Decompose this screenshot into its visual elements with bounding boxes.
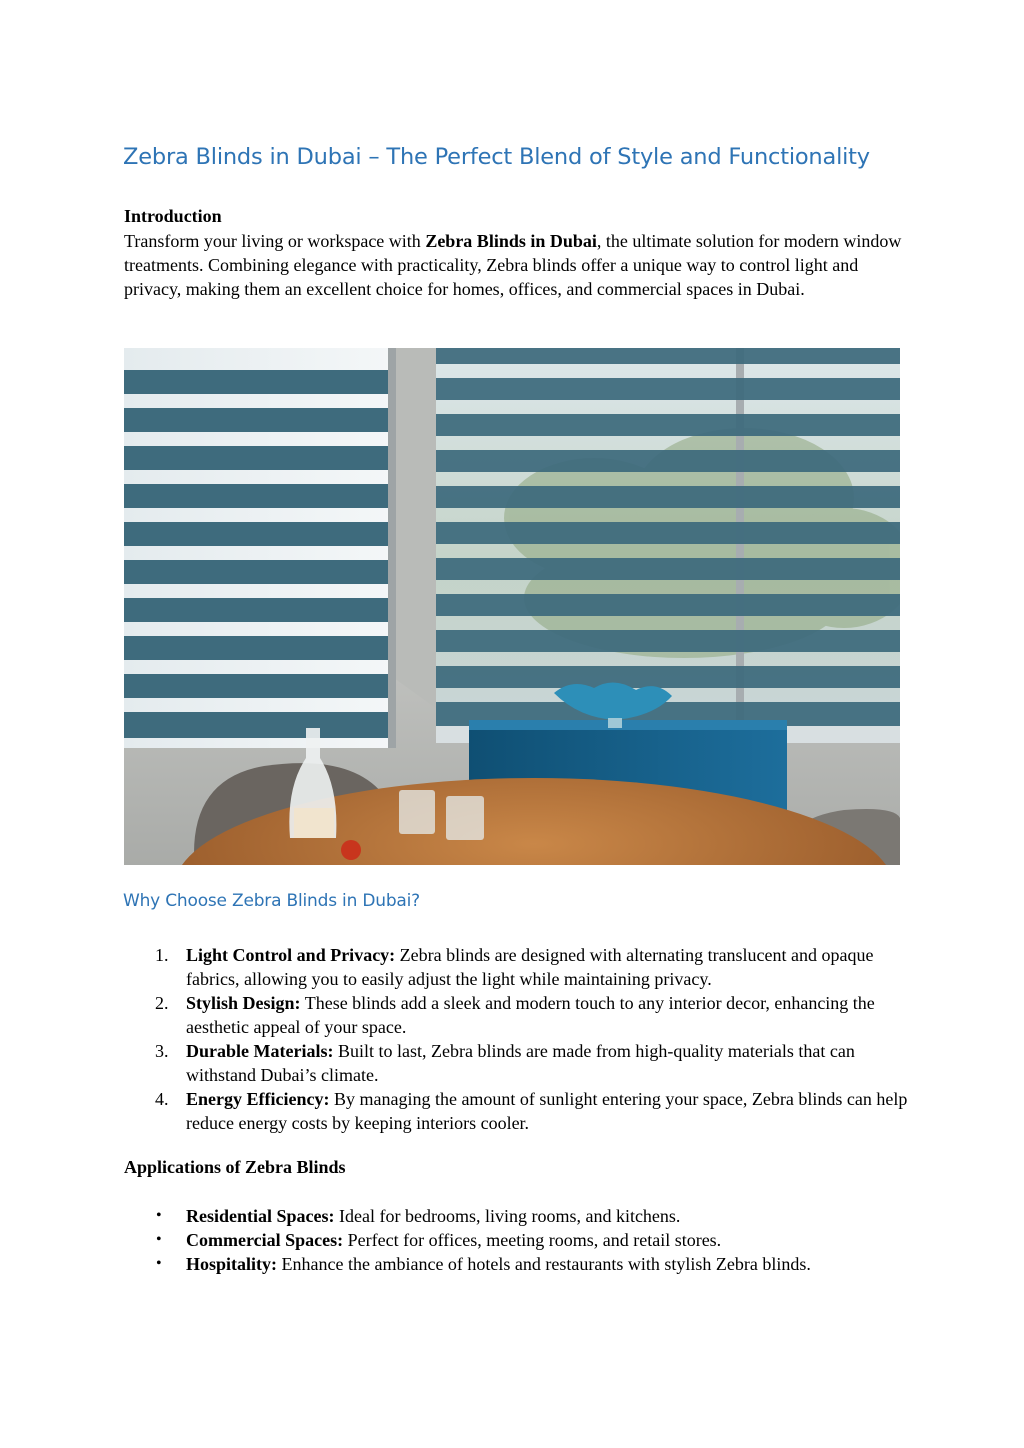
zebra-blinds-photo (124, 348, 900, 865)
applications-heading: Applications of Zebra Blinds (124, 1157, 346, 1177)
intro-text-start: Transform your living or workspace with (124, 231, 426, 251)
page-title: Zebra Blinds in Dubai – The Perfect Blend of Style and Functionality (123, 144, 870, 170)
list-item-text: These blinds add a sleek and modern touch to any interior decor, enhancing the aesthetic appeal of your space. (186, 993, 875, 1037)
why-heading: Why Choose Zebra Blinds in Dubai? (123, 891, 420, 911)
bullet-icon: • (156, 1207, 162, 1224)
list-item-title: Commercial Spaces: (186, 1230, 344, 1250)
intro-text-end: , the ultimate solution for modern window treatments. Combining elegance with practicality, Zebra blinds offer a unique way to control light and privacy, making them an excellent choice for homes, offices, and commercial spaces in Dubai. (124, 231, 902, 299)
carafe-water (294, 808, 334, 838)
intro-paragraph (124, 229, 914, 301)
list-item (124, 1087, 914, 1135)
list-number: 1. (155, 945, 169, 965)
list-number: 2. (155, 993, 169, 1013)
reasons-list (124, 943, 914, 1135)
corner-wall (394, 348, 436, 708)
cabinet-top (469, 720, 787, 730)
list-item-title: Durable Materials: (186, 1041, 334, 1061)
bullet-icon: • (156, 1255, 162, 1272)
list-item-title: Hospitality: (186, 1254, 278, 1274)
list-item-text: Ideal for bedrooms, living rooms, and kitchens. (334, 1206, 681, 1226)
list-item (124, 1204, 914, 1228)
glass-1 (399, 790, 435, 834)
apple (341, 840, 361, 860)
bowl-stem (608, 718, 622, 728)
list-item-text: Zebra blinds are designed with alternating translucent and opaque fabrics, allowing you to easily adjust the light while maintaining privacy. (186, 945, 874, 989)
list-item (124, 943, 914, 991)
list-item-text: Perfect for offices, meeting rooms, and retail stores. (343, 1230, 722, 1250)
list-item (124, 1228, 914, 1252)
list-item-text: Built to last, Zebra blinds are made from high-quality materials that can withstand Dubai’s climate. (186, 1041, 855, 1085)
list-item-text: By managing the amount of sunlight entering your space, Zebra blinds can help reduce energy costs by keeping interiors cooler. (186, 1089, 908, 1133)
list-item-text: Enhance the ambiance of hotels and restaurants with stylish Zebra blinds. (277, 1254, 811, 1274)
list-number: 3. (155, 1041, 169, 1061)
intro-keyword: Zebra Blinds in Dubai (425, 231, 597, 251)
applications-list (124, 1204, 914, 1276)
list-item (124, 1039, 914, 1087)
list-item (124, 1252, 914, 1276)
list-item (124, 991, 914, 1039)
list-item-title: Energy Efficiency: (186, 1089, 330, 1109)
left-frame (388, 348, 396, 748)
list-item-title: Residential Spaces: (186, 1206, 335, 1226)
list-item-title: Stylish Design: (186, 993, 301, 1013)
bullet-icon: • (156, 1231, 162, 1248)
list-number: 4. (155, 1089, 169, 1109)
glass-2 (446, 796, 484, 840)
intro-heading: Introduction (124, 206, 222, 226)
list-item-title: Light Control and Privacy: (186, 945, 396, 965)
